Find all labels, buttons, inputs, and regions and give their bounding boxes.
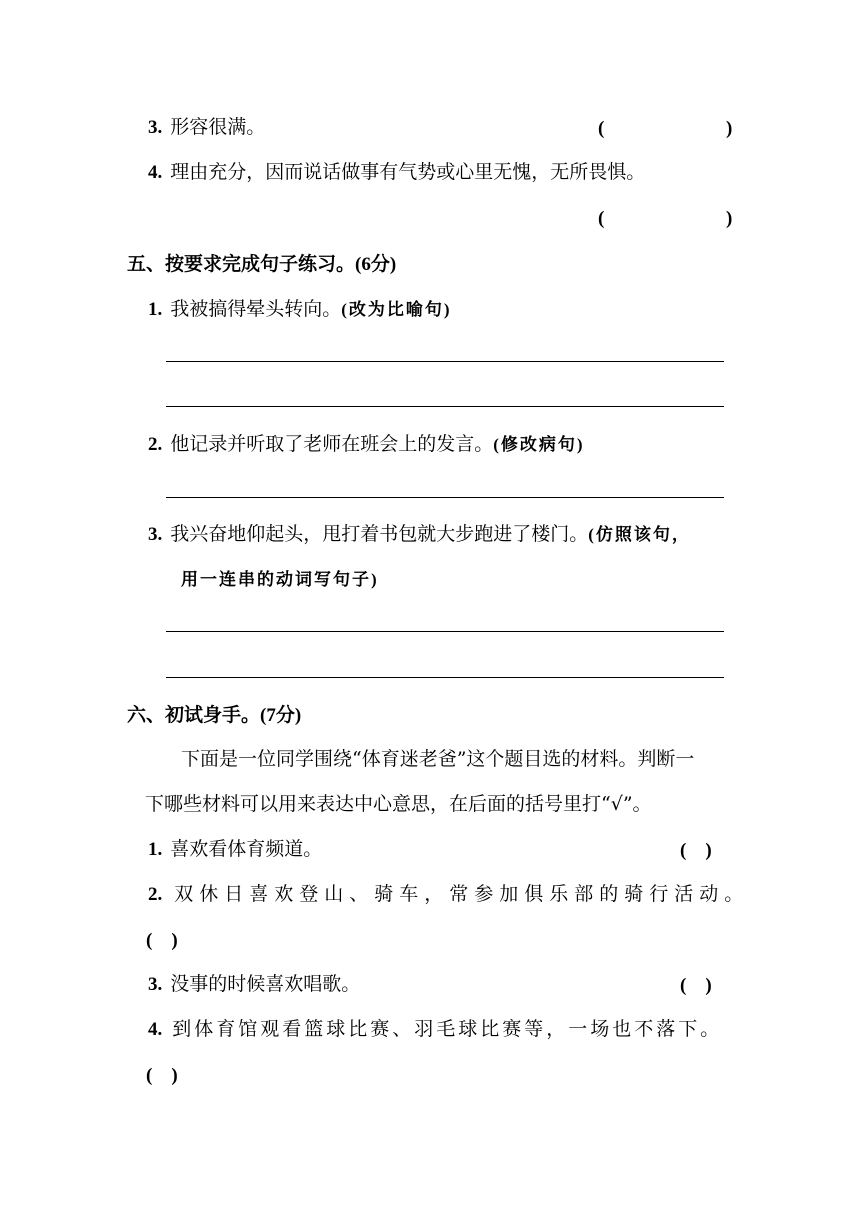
question-4-4 (148, 159, 645, 186)
section-5-heading (127, 251, 396, 278)
answer-line[interactable] (166, 497, 724, 498)
question-5-3 (148, 521, 691, 548)
question-text: 他记录并听取了老师在班会上的发言。 (170, 433, 494, 455)
question-text: 形容很满。 (170, 116, 266, 138)
question-hint: (改为比喻句) (341, 300, 452, 319)
choice-item-1 (148, 836, 322, 863)
answer-paren[interactable]: ( ) (146, 930, 178, 951)
question-number: 3. (148, 117, 163, 138)
answer-paren-right: ) (726, 208, 733, 229)
answer-paren[interactable]: ( ) (146, 1065, 178, 1086)
question-hint: (仿照该句， (588, 525, 691, 544)
question-text: 我兴奋地仰起头，甩打着书包就大步跑进了楼门。 (170, 523, 589, 545)
answer-line[interactable] (166, 677, 724, 678)
answer-paren[interactable]: ( ) (680, 840, 712, 861)
answer-line[interactable] (166, 406, 724, 407)
question-hint: (修改病句) (493, 435, 585, 454)
question-number: 1. (148, 299, 163, 320)
item-number: 1. (148, 839, 163, 860)
question-hint-continued: 用一连串的动词写句子) (181, 570, 379, 589)
question-5-2 (148, 431, 585, 458)
question-number: 4. (148, 162, 163, 183)
item-number: 2. (148, 884, 163, 905)
section-title: 六、初试身手。 (127, 704, 261, 726)
answer-paren-left: ( (598, 118, 605, 139)
answer-paren-right: ) (726, 118, 733, 139)
section-score: (7分) (260, 705, 302, 726)
question-text: 理由充分，因而说话做事有气势或心里无愧，无所畏惧。 (170, 161, 646, 183)
answer-line[interactable] (166, 361, 724, 362)
question-4-3 (148, 114, 265, 141)
section-score: (6分) (355, 254, 397, 275)
choice-item-4 (148, 1016, 722, 1043)
section-title: 五、按要求完成句子练习。 (127, 253, 356, 275)
intro-line-1: 下面是一位同学围绕“体育迷老爸”这个题目选的材料。判断一 (181, 748, 695, 770)
item-text: 双休日喜欢登山、骑车，常参加俱乐部的骑行活动。 (174, 883, 750, 905)
choice-item-2 (148, 881, 749, 908)
choice-item-3 (148, 971, 360, 998)
section-6-heading (127, 702, 301, 729)
item-number: 4. (148, 1019, 163, 1040)
answer-paren-left: ( (598, 208, 605, 229)
question-number: 2. (148, 434, 163, 455)
question-number: 3. (148, 524, 163, 545)
answer-paren[interactable]: ( ) (680, 975, 712, 996)
intro-line-2: 下哪些材料可以用来表达中心意思，在后面的括号里打“√”。 (145, 793, 652, 815)
question-text: 我被搞得晕头转向。 (170, 298, 342, 320)
item-text: 没事的时候喜欢唱歌。 (170, 973, 361, 995)
question-5-1 (148, 296, 452, 323)
item-number: 3. (148, 974, 163, 995)
answer-line[interactable] (166, 631, 724, 632)
item-text: 到体育馆观看篮球比赛、羽毛球比赛等，一场也不落下。 (172, 1018, 723, 1040)
item-text: 喜欢看体育频道。 (170, 838, 323, 860)
